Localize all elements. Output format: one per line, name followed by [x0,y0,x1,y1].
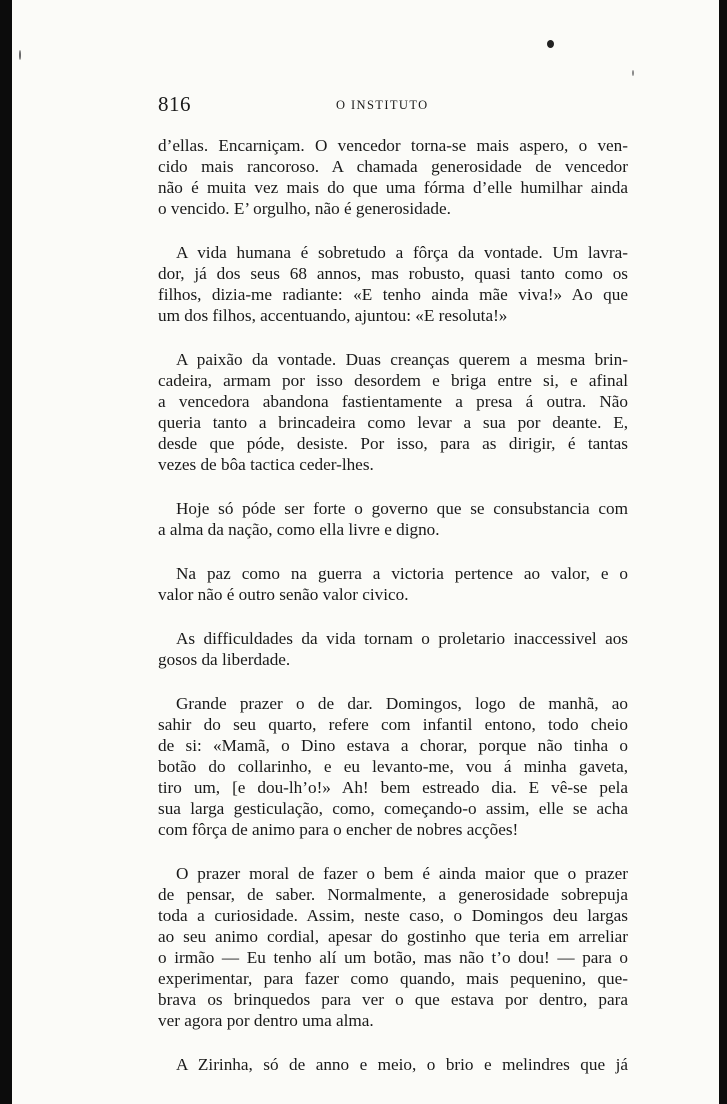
text-line [158,519,628,540]
ink-speck [19,50,21,60]
text-line [158,349,628,370]
text-line-content: O prazer moral de fazer o bem é ainda maior que o prazer [176,864,628,883]
text-line-content: o irmão — Eu tenho alí um botão, mas não t’o dou! — para o [158,948,628,967]
paragraph [158,693,628,840]
text-line [158,735,628,756]
text-line [158,926,628,947]
text-line [158,370,628,391]
text-line-content: botão do collarinho, e eu levanto-me, vou á minha gaveta, [158,757,628,776]
paragraph [158,349,628,475]
page-number: 816 [158,92,191,116]
text-line [158,198,628,219]
paragraph [158,628,628,670]
text-line-content: cadeira, armam por isso desordem e briga entre si, e afinal [158,371,628,390]
text-line-content: a vencedora abandona fastientamente a presa á outra. Não [158,392,628,411]
text-line-content: cido mais rancoroso. A chamada generosidade de vencedor [158,157,628,176]
text-line [158,989,628,1010]
text-line [158,242,628,263]
text-line [158,284,628,305]
text-line-content: desde que póde, desiste. Por isso, para as dirigir, é tantas [158,434,628,453]
text-line-content: a alma da nação, como ella livre e digno. [158,520,440,539]
text-line [158,798,628,819]
text-line-content: de pensar, de saber. Normalmente, a generosidade sobrepuja [158,885,628,904]
text-line-content: tiro um, [e dou-lh’o!» Ah! bem estreado dia. E vê-se pela [158,778,628,797]
text-line-content: filhos, dizia-me radiante: «E tenho ainda mãe viva!» Ao que [158,285,628,304]
running-title: O INSTITUTO [336,98,429,112]
text-line [158,693,628,714]
text-line [158,863,628,884]
text-line-content: valor não é outro senão valor civico. [158,585,409,604]
text-line-content: As difficuldades da vida tornam o proletario inaccessivel aos [176,629,628,648]
scan-border-left [0,0,12,1104]
ink-speck [632,70,634,76]
paragraph [158,563,628,605]
text-line [158,263,628,284]
text-line-content: ao seu animo cordial, apesar do gostinho que teria em arreliar [158,927,628,946]
text-line [158,884,628,905]
text-line [158,412,628,433]
text-line [158,156,628,177]
text-line-content: queria tanto a brincadeira como levar a sua por deante. E, [158,413,628,432]
text-line-content: A paixão da vontade. Duas creanças querem a mesma brin- [176,350,628,369]
text-line-content: brava os brinquedos para ver o que estava por dentro, para [158,990,628,1009]
text-line [158,905,628,926]
text-line [158,454,628,475]
text-line-content: um dos filhos, accentuando, ajuntou: «E resoluta!» [158,306,508,325]
page-header [158,92,628,118]
text-line-content: dor, já dos seus 68 annos, mas robusto, quasi tanto como os [158,264,628,283]
text-line-content: Grande prazer o de dar. Domingos, logo de manhã, ao [176,694,628,713]
text-line-content: o vencido. E’ orgulho, não é generosidade. [158,199,451,218]
text-line [158,756,628,777]
text-line-content: não é muita vez mais do que uma fórma d’elle humilhar ainda [158,178,628,197]
scan-border-right [719,0,727,1104]
text-line [158,391,628,412]
text-line [158,649,628,670]
text-line [158,135,628,156]
text-line [158,777,628,798]
text-line [158,177,628,198]
paragraph [158,1054,628,1075]
text-line-content: A vida humana é sobretudo a fôrça da vontade. Um lavra- [176,243,628,262]
text-line-content: ver agora por dentro uma alma. [158,1011,374,1030]
text-line [158,1054,628,1075]
text-line-content: A Zirinha, só de anno e meio, o brio e melindres que já [176,1055,628,1074]
text-line-content: gosos da liberdade. [158,650,291,669]
paragraph [158,242,628,326]
text-line [158,498,628,519]
text-line [158,584,628,605]
text-line [158,947,628,968]
text-line [158,714,628,735]
text-line [158,968,628,989]
ink-speck [547,40,554,48]
paragraph [158,498,628,540]
text-line-content: vezes de bôa tactica ceder-lhes. [158,455,374,474]
text-line [158,1010,628,1031]
text-line [158,305,628,326]
text-line-content: toda a curiosidade. Assim, neste caso, o Domingos deu largas [158,906,628,925]
text-line [158,563,628,584]
text-line-content: sua larga gesticulação, como, começando-o assim, elle se acha [158,799,628,818]
text-line [158,628,628,649]
paragraph [158,863,628,1031]
text-line-content: experimentar, para fazer como quando, mais pequenino, que- [158,969,628,988]
text-line-content: Hoje só póde ser forte o governo que se consubstancia com [176,499,628,518]
text-line-content: com fôrça de animo para o encher de nobres acções! [158,820,519,839]
text-line [158,819,628,840]
text-line-content: Na paz como na guerra a victoria pertence ao valor, e o [176,564,628,583]
body-text [158,135,628,1098]
text-line-content: sahir do seu quarto, refere com infantil entono, todo cheio [158,715,628,734]
paragraph [158,135,628,219]
text-line-content: de si: «Mamã, o Dino estava a chorar, porque não tinha o [158,736,628,755]
text-line-content: d’ellas. Encarniçam. O vencedor torna-se mais aspero, o ven- [158,136,628,155]
text-line [158,433,628,454]
